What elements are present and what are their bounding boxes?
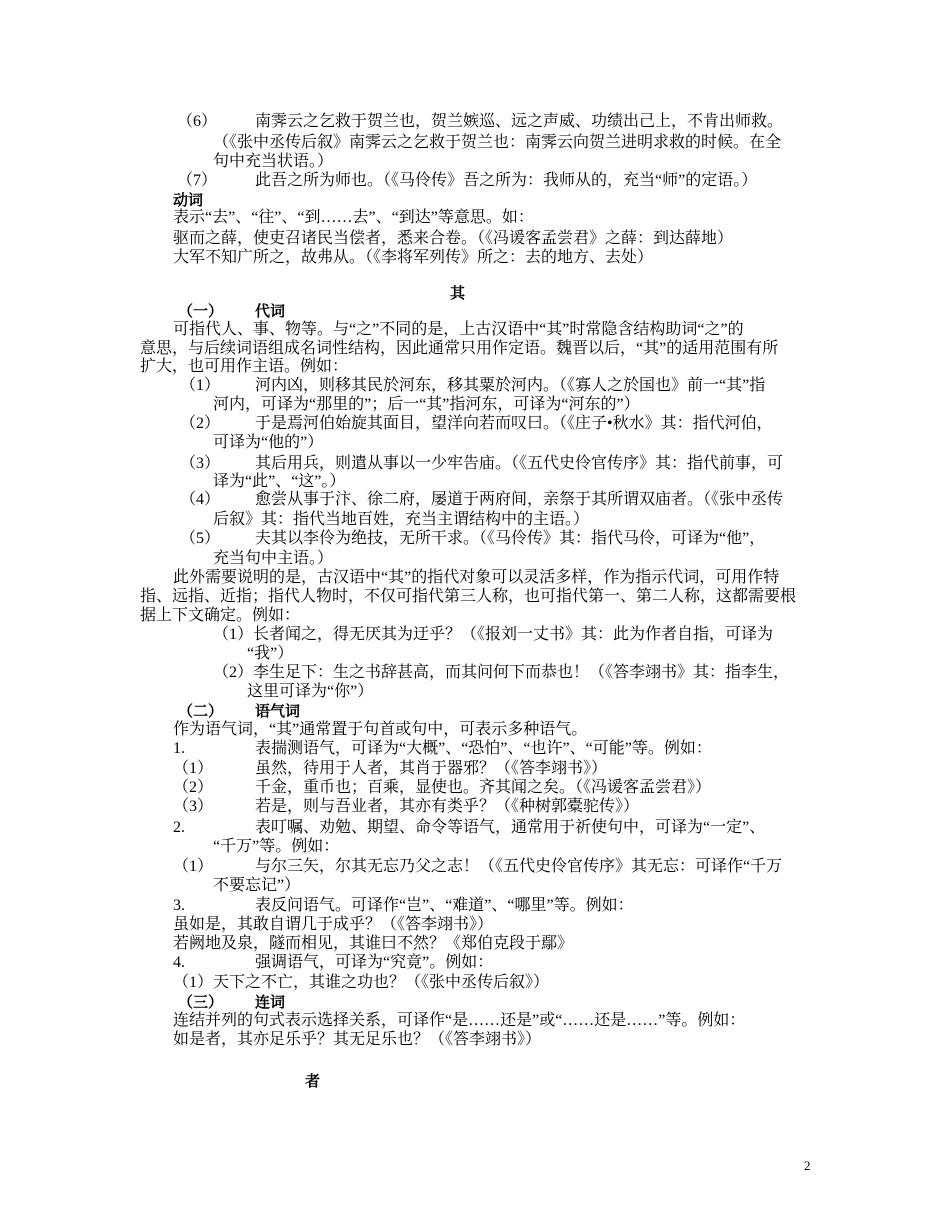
group-number: 4. xyxy=(173,954,185,971)
group-number: 1. xyxy=(173,740,185,757)
example-text: 若阙地及泉，隧而相见，其谁曰不然？《郑伯克段于鄢》 xyxy=(173,935,574,952)
paragraph-line: 作为语气词，“其”通常置于句首或句中，可表示多种语气。 xyxy=(173,721,588,738)
example-text: 其后用兵，则遣从事以一少牢告庙。（《五代史伶官传序》其：指代前事，可 xyxy=(255,455,784,472)
subsection-label: （三） xyxy=(178,993,224,1011)
example-text: 于是焉河伯始旋其面目，望洋向若而叹曰。（《庄子•秋水》其：指代河伯， xyxy=(255,415,773,432)
example-label: （1） xyxy=(173,858,214,875)
example-label: （2） xyxy=(173,779,214,796)
paragraph-line: 大军不知广所之，故弗从。（《李将军列传》所之：去的地方、去处） xyxy=(173,249,654,266)
example-line xyxy=(213,663,789,683)
item-label: （7） xyxy=(177,172,218,189)
page-number: 2 xyxy=(804,1158,811,1173)
subsection-label: （一） xyxy=(178,302,224,320)
example-text: 河内，可译为“那里的”；后一“其”指河东，可译为“河东的”） xyxy=(213,396,640,413)
section-title: 其 xyxy=(450,284,466,302)
section-title: 者 xyxy=(305,1072,321,1090)
paragraph-line: 驱而之薛，使吏召诸民当偿者，悉来合卷。（《冯谖客孟尝君》之薛：到达薛地） xyxy=(173,230,734,247)
example-text: 可译为“他的”） xyxy=(213,434,324,451)
paragraph-line: 如是者，其亦足乐乎？其无足乐也？（《答李翊书》） xyxy=(173,1031,542,1048)
group-number: 3. xyxy=(173,897,185,914)
example-text: 夫其以李伶为绝技，无所干求。（《马伶传》其：指代马伶，可译为“他”， xyxy=(255,530,766,547)
paragraph-line: 可指代人、事、物等。与“之”不同的是，上古汉语中“其”时常隐含结构助词“之”的 xyxy=(173,321,744,338)
paragraph-line: 表示“去”、“往”、“到……去”、“到达”等意思。如： xyxy=(173,209,534,226)
paragraph-line: 据上下文确定。例如： xyxy=(140,607,301,624)
example-text: 后叙》其：指代当地百姓，充当主谓结构中的主语。） xyxy=(213,511,590,528)
example-text: （1）天下之不亡，其谁之功也？（《张中丞传后叙》） xyxy=(173,974,550,991)
example-text: 充当句中主语。） xyxy=(213,550,334,567)
item-text: 南霁云之乞救于贺兰也，贺兰嫉巡、远之声威、功绩出己上，不肯出师救。 xyxy=(255,113,784,130)
example-label: （2） xyxy=(180,415,221,432)
example-label: （2） xyxy=(213,664,254,681)
group-text: 强调语气，可译为“究竟”。例如： xyxy=(255,954,494,971)
paragraph-line: 此外需要说明的是，古汉语中“其”的指代对象可以灵活多样，作为指示代词，可用作特 xyxy=(173,569,780,586)
example-text: 虽然，待用于人者，其肖于器邪？（《答李翊书》） xyxy=(255,760,608,777)
example-label: （4） xyxy=(180,491,221,508)
example-text: 李生足下：生之书辞甚高，而其问何下而恭也！（《答李翊书》其：指李生， xyxy=(253,664,790,681)
paragraph-line: 连结并列的句式表示选择关系，可译作“是……还是”或“……还是……”等。例如： xyxy=(173,1012,746,1029)
example-text: “我”） xyxy=(247,645,294,662)
group-text: 表叮嘱、劝勉、期望、命令等语气，通常用于祈使句中，可译为“一定”、 xyxy=(255,819,766,836)
item-label: （6） xyxy=(177,113,218,130)
example-text: 虽如是，其敢自谓几于成乎？（《答李翊书》） xyxy=(173,916,494,933)
subsection-heading: 语气词 xyxy=(255,702,301,720)
subsection-heading: 连词 xyxy=(255,993,286,1011)
example-label: （1） xyxy=(180,377,221,394)
example-text: 不要忘记”） xyxy=(213,877,301,894)
group-text: “千万”等。例如： xyxy=(213,838,340,855)
example-label: （5） xyxy=(180,530,221,547)
group-text: 表反问语气。可译作“岂”、“难道”、“哪里”等。例如： xyxy=(255,897,634,914)
example-text: 这里可译为“你”） xyxy=(247,683,374,700)
group-text: 表揣测语气，可译为“大概”、“恐怕”、“也许”、“可能”等。例如： xyxy=(255,740,712,757)
example-label: （3） xyxy=(173,798,214,815)
example-label: （3） xyxy=(180,455,221,472)
paragraph-line: 指、远指、近指；指代人物时，不仅可指代第三人称，也可指代第一、第二人称，这都需要根 xyxy=(140,588,797,605)
paragraph-line: 意思，与后续词语组成名词性结构，因此通常只用作定语。魏晋以后，“其”的适用范围有所 xyxy=(140,340,779,357)
example-text: 千金，重币也；百乘，显使也。齐其闻之矣。（《冯谖客孟尝君》） xyxy=(255,779,712,796)
item-note-line: （《张中丞传后叙》南霁云之乞救于贺兰也：南霁云向贺兰进明求救的时候。在全 xyxy=(213,134,782,151)
example-label: （1） xyxy=(213,626,254,643)
item-note-line: 句中充当状语。） xyxy=(213,153,334,170)
section-heading: 动词 xyxy=(173,191,204,209)
example-text: 愈尝从事于汴、徐二府，屡道于两府间，亲祭于其所谓双庙者。（《张中丞传 xyxy=(255,491,784,508)
subsection-heading: 代词 xyxy=(255,302,286,320)
example-text: 河内凶，则移其民於河东，移其粟於河内。（《寡人之於国也》前一“其”指 xyxy=(255,377,766,394)
example-text: 与尔三矢，尔其无忘乃父之志！（《五代史伶官传序》其无忘：可译作“千万 xyxy=(255,858,783,875)
example-text: 译为“此”、“这”。） xyxy=(213,473,346,490)
paragraph-line: 扩大，也可用作主语。例如： xyxy=(140,358,349,375)
group-number: 2. xyxy=(173,819,185,836)
example-text: 若是，则与吾业者，其亦有类乎？（《种树郭橐驼传》） xyxy=(255,798,640,815)
subsection-label: （二） xyxy=(178,702,224,720)
item-text: 此吾之所为师也。（《马伶传》吾之所为：我师从的，充当“师”的定语。） xyxy=(255,172,758,189)
example-label: （1） xyxy=(173,760,214,777)
example-line xyxy=(213,625,773,645)
example-text: 长者闻之，得无厌其为迂乎？（《报刘一丈书》其：此为作者自指，可译为 xyxy=(253,626,774,643)
